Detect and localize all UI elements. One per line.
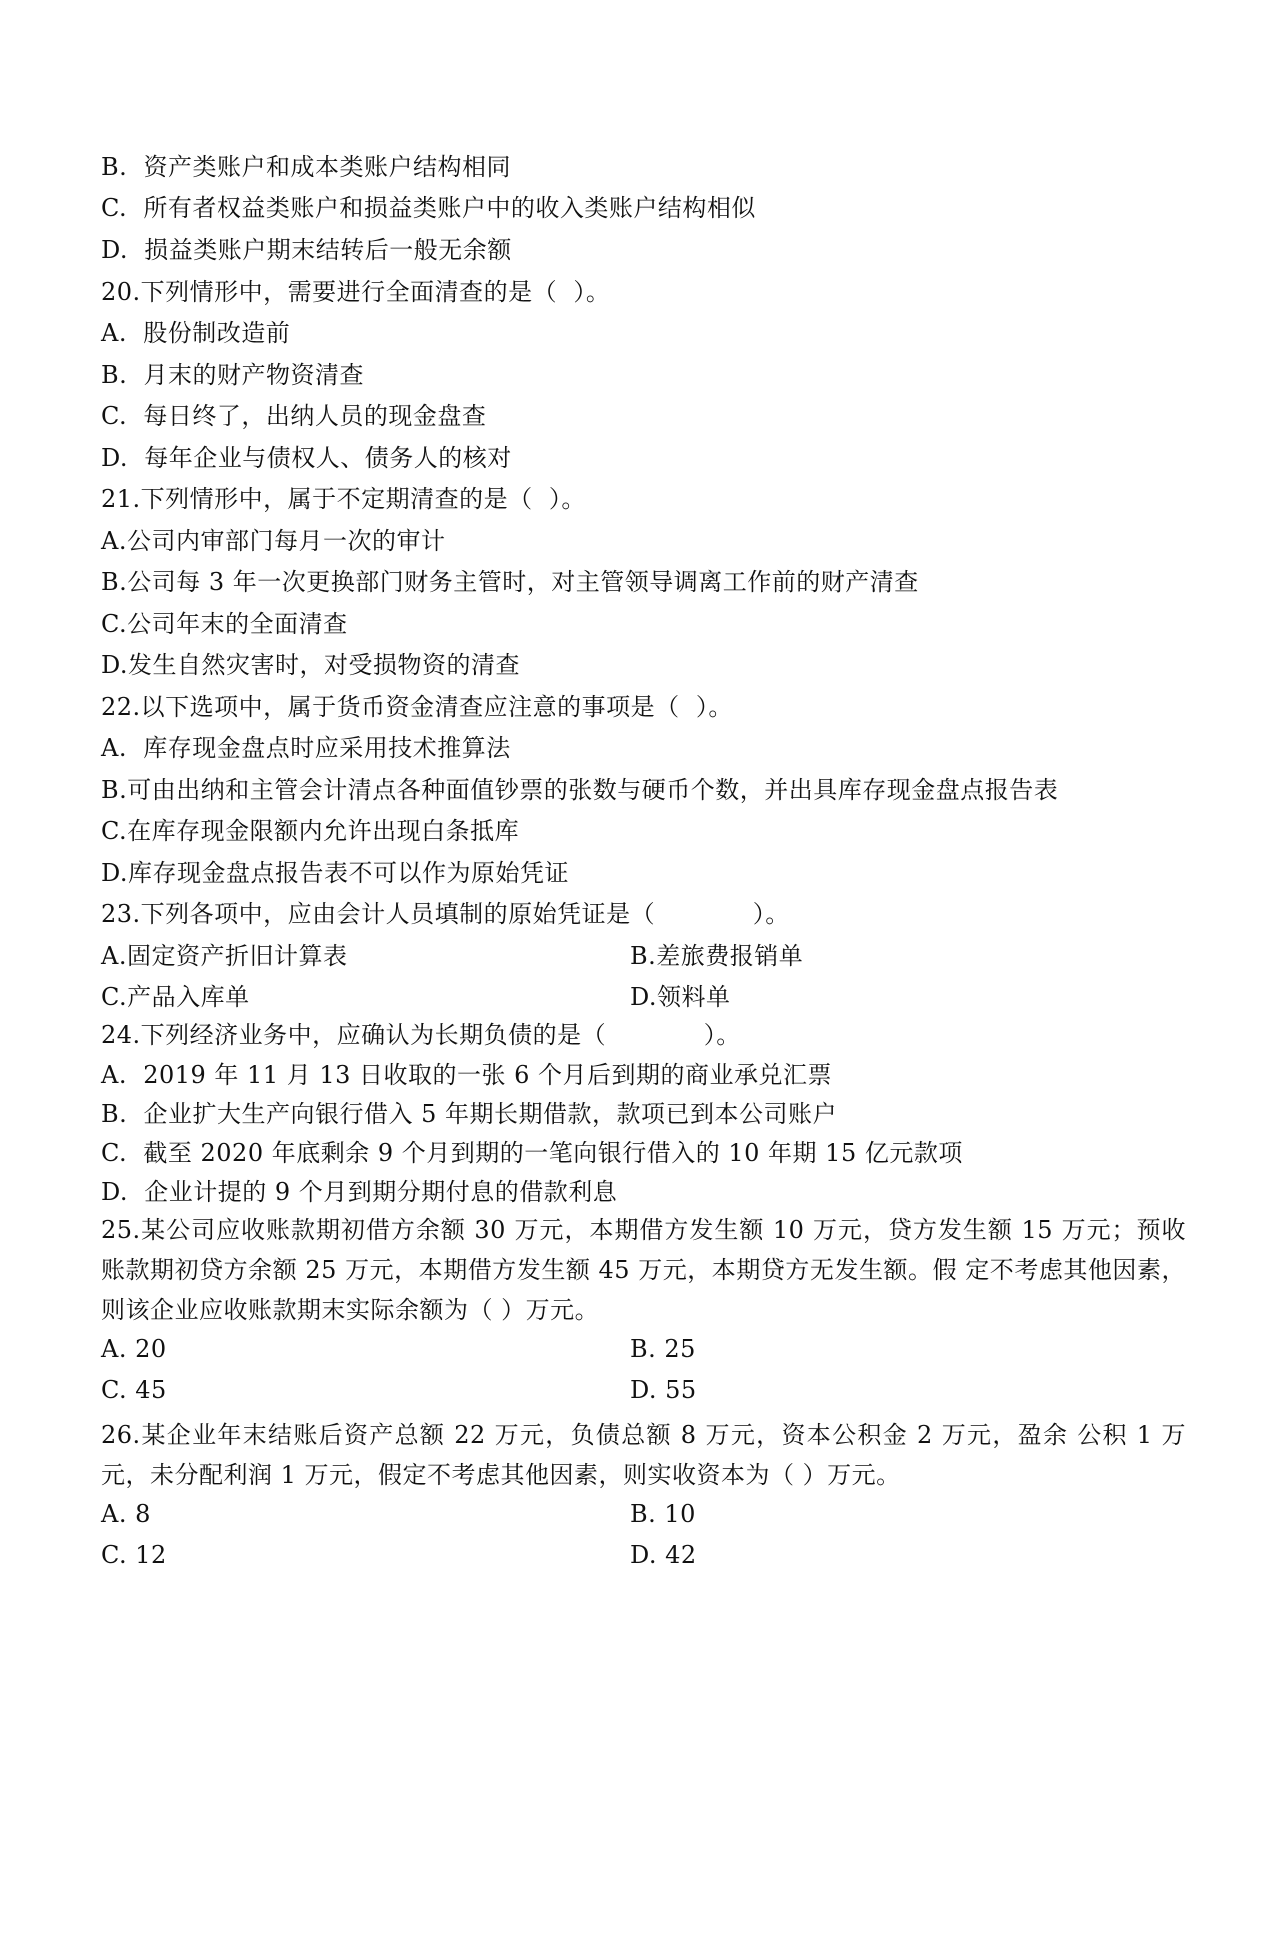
q26-stem: 26.某企业年末结账后资产总额 22 万元，负债总额 8 万元，资本公积金 2 万元，盈余 公积 1 万元，未分配利润 1 万元，假定不考虑其他因素，则实收资本为（ ）万元。 <box>101 1421 1186 1489</box>
q22-option-d: D.库存现金盘点报告表不可以作为原始凭证 <box>101 859 570 887</box>
q21-stem: 21.下列情形中，属于不定期清查的是（ ）。 <box>101 485 586 513</box>
q21-option-a: A.公司内审部门每月一次的审计 <box>101 527 446 555</box>
q19-option-d: D. 损益类账户期末结转后一般无余额 <box>101 236 512 264</box>
q24-stem: 24.下列经济业务中，应确认为长期负债的是（ ）。 <box>101 1021 741 1049</box>
q26-option-a: A. 8 <box>101 1500 151 1528</box>
q19-option-b: B. 资产类账户和成本类账户结构相同 <box>101 153 512 181</box>
q23-option-b: B.差旅费报销单 <box>630 942 804 970</box>
q26-option-c: C. 12 <box>101 1541 167 1569</box>
q24-option-d: D. 企业计提的 9 个月到期分期付息的借款利息 <box>101 1178 618 1206</box>
q20-option-b: B. 月末的财产物资清查 <box>101 361 365 389</box>
q20-option-a: A. 股份制改造前 <box>101 319 291 347</box>
q25-stem: 25.某公司应收账款期初借方余额 30 万元，本期借方发生额 10 万元，贷方发生额 15 万元；预收账款期初贷方余额 25 万元，本期借方发生额 45 万元，本期贷方无发生额。假 定不考虑其他因素，则该企业应收账款期末实际余额为（ ）万元。 <box>101 1216 1186 1324</box>
q24-option-a: A. 2019 年 11 月 13 日收取的一张 6 个月后到期的商业承兑汇票 <box>101 1061 833 1089</box>
q21-option-c: C.公司年末的全面清查 <box>101 610 348 638</box>
q22-option-b: B.可由出纳和主管会计清点各种面值钞票的张数与硬币个数，并出具库存现金盘点报告表 <box>101 776 1059 804</box>
q25-option-a: A. 20 <box>101 1335 167 1363</box>
q21-option-d: D.发生自然灾害时，对受损物资的清查 <box>101 651 521 679</box>
q23-stem: 23.下列各项中，应由会计人员填制的原始凭证是（ ）。 <box>101 900 790 928</box>
q26-option-d: D. 42 <box>630 1541 697 1569</box>
q24-option-b: B. 企业扩大生产向银行借入 5 年期长期借款，款项已到本公司账户 <box>101 1100 838 1128</box>
q22-option-c: C.在库存现金限额内允许出现白条抵库 <box>101 817 520 845</box>
q23-option-d: D.领料单 <box>630 983 731 1011</box>
q25-option-d: D. 55 <box>630 1376 697 1404</box>
q20-option-c: C. 每日终了，出纳人员的现金盘查 <box>101 402 487 430</box>
q21-option-b: B.公司每 3 年一次更换部门财务主管时，对主管领导调离工作前的财产清查 <box>101 568 919 596</box>
q20-stem: 20.下列情形中，需要进行全面清查的是（ ）。 <box>101 278 611 306</box>
q23-option-c: C.产品入库单 <box>101 983 250 1011</box>
q20-option-d: D. 每年企业与债权人、债务人的核对 <box>101 444 512 472</box>
q19-option-c: C. 所有者权益类账户和损益类账户中的收入类账户结构相似 <box>101 194 756 222</box>
q23-option-a: A.固定资产折旧计算表 <box>101 942 348 970</box>
q24-option-c: C. 截至 2020 年底剩余 9 个月到期的一笔向银行借入的 10 年期 15 亿元款项 <box>101 1139 963 1167</box>
q25-option-c: C. 45 <box>101 1376 167 1404</box>
q26-option-b: B. 10 <box>630 1500 696 1528</box>
q22-option-a: A. 库存现金盘点时应采用技术推算法 <box>101 734 511 762</box>
q22-stem: 22.以下选项中，属于货币资金清查应注意的事项是（ ）。 <box>101 693 733 721</box>
q25-option-b: B. 25 <box>630 1335 696 1363</box>
